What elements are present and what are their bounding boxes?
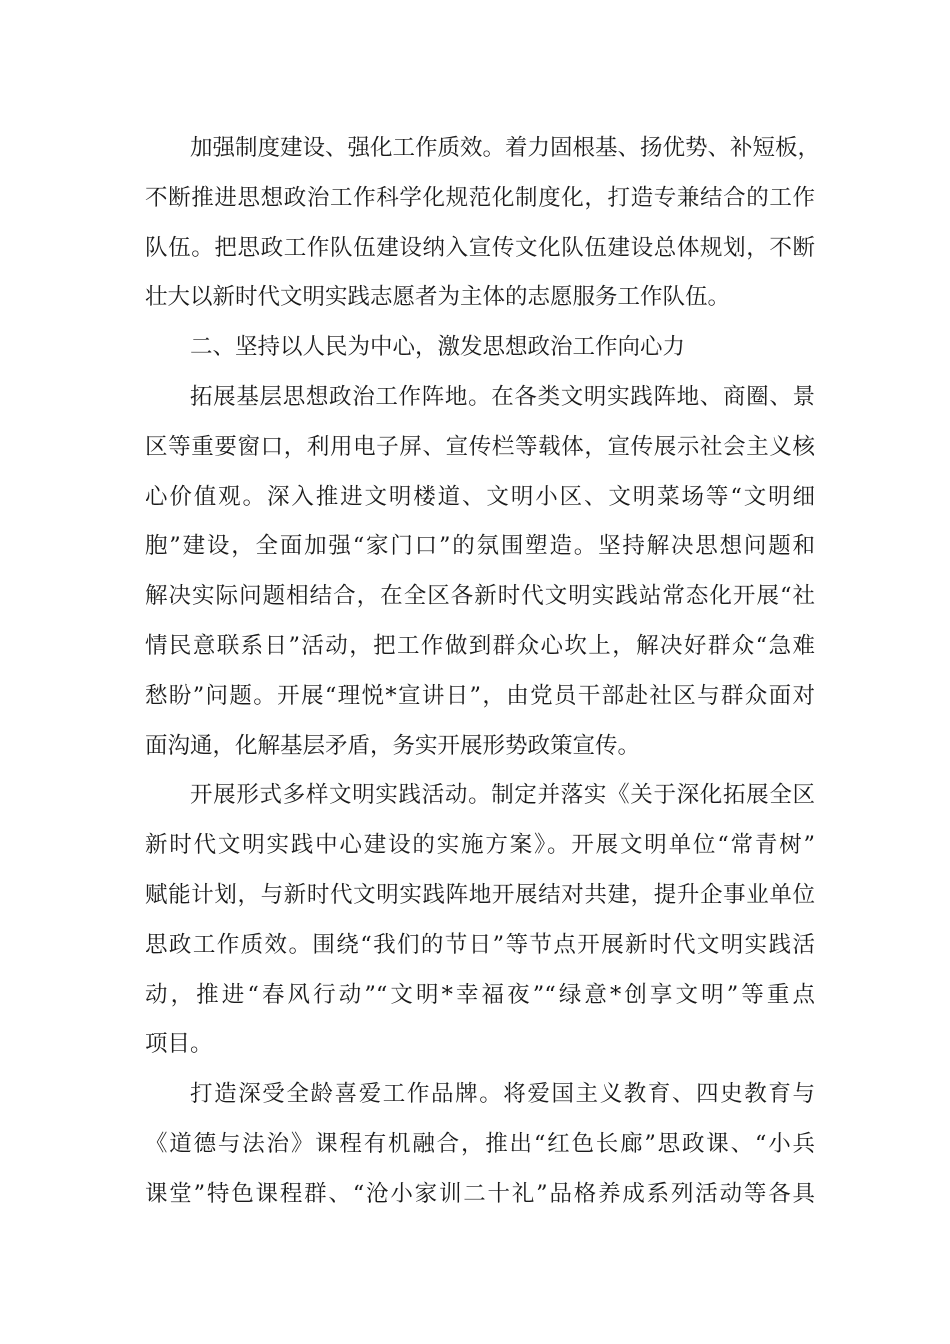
text-line: 加强制度建设、强化工作质效。着力固根基、扬优势、补短板， <box>190 135 821 161</box>
text-line: 《道德与法治》课程有机融合，推出“红色长廊”思政课、“小兵 <box>145 1130 815 1157</box>
text-line: 胞”建设，全面加强“家门口”的氛围塑造。坚持解决思想问题和 <box>145 533 815 560</box>
document-body <box>145 124 821 1220</box>
text-line: 队伍。把思政工作队伍建设纳入宣传文化队伍建设总体规划，不断 <box>145 234 815 261</box>
text-line: 壮大以新时代文明实践志愿者为主体的志愿服务工作队伍。 <box>145 284 731 311</box>
text-line: 项目。 <box>145 1031 213 1058</box>
text-line: 开展形式多样文明实践活动。制定并落实《关于深化拓展全区 <box>190 782 815 809</box>
text-line: 解决实际问题相结合，在全区各新时代文明实践站常态化开展“社 <box>145 583 815 610</box>
text-line: 不断推进思想政治工作科学化规范化制度化，打造专兼结合的工作 <box>145 184 815 211</box>
text-line: 课堂”特色课程群、“沧小家训二十礼”品格养成系列活动等各具 <box>145 1180 815 1207</box>
text-line: 思政工作质效。围绕“我们的节日”等节点开展新时代文明实践活 <box>145 931 815 958</box>
text-line: 情民意联系日”活动，把工作做到群众心坎上，解决好群众“急难 <box>145 632 815 659</box>
text-line: 新时代文明实践中心建设的实施方案》。开展文明单位“常青树” <box>145 832 815 859</box>
text-line: 愁盼”问题。开展“理悦*宣讲日”，由党员干部赴社区与群众面对 <box>145 682 815 709</box>
text-line: 面沟通，化解基层矛盾，务实开展形势政策宣传。 <box>145 732 641 759</box>
text-line: 心价值观。深入推进文明楼道、文明小区、文明菜场等“文明细 <box>145 483 815 510</box>
text-line: 区等重要窗口，利用电子屏、宣传栏等载体，宣传展示社会主义核 <box>145 433 815 460</box>
text-line: 打造深受全龄喜爱工作品牌。将爱国主义教育、四史教育与 <box>190 1081 815 1108</box>
text-line: 二、坚持以人民为中心，激发思想政治工作向心力 <box>190 334 686 361</box>
text-line: 动，推进“春风行动”“文明*幸福夜”“绿意*创享文明”等重点 <box>145 981 815 1008</box>
text-line: 赋能计划，与新时代文明实践阵地开展结对共建，提升企事业单位 <box>145 881 815 908</box>
text-line: 拓展基层思想政治工作阵地。在各类文明实践阵地、商圈、景 <box>190 383 815 410</box>
